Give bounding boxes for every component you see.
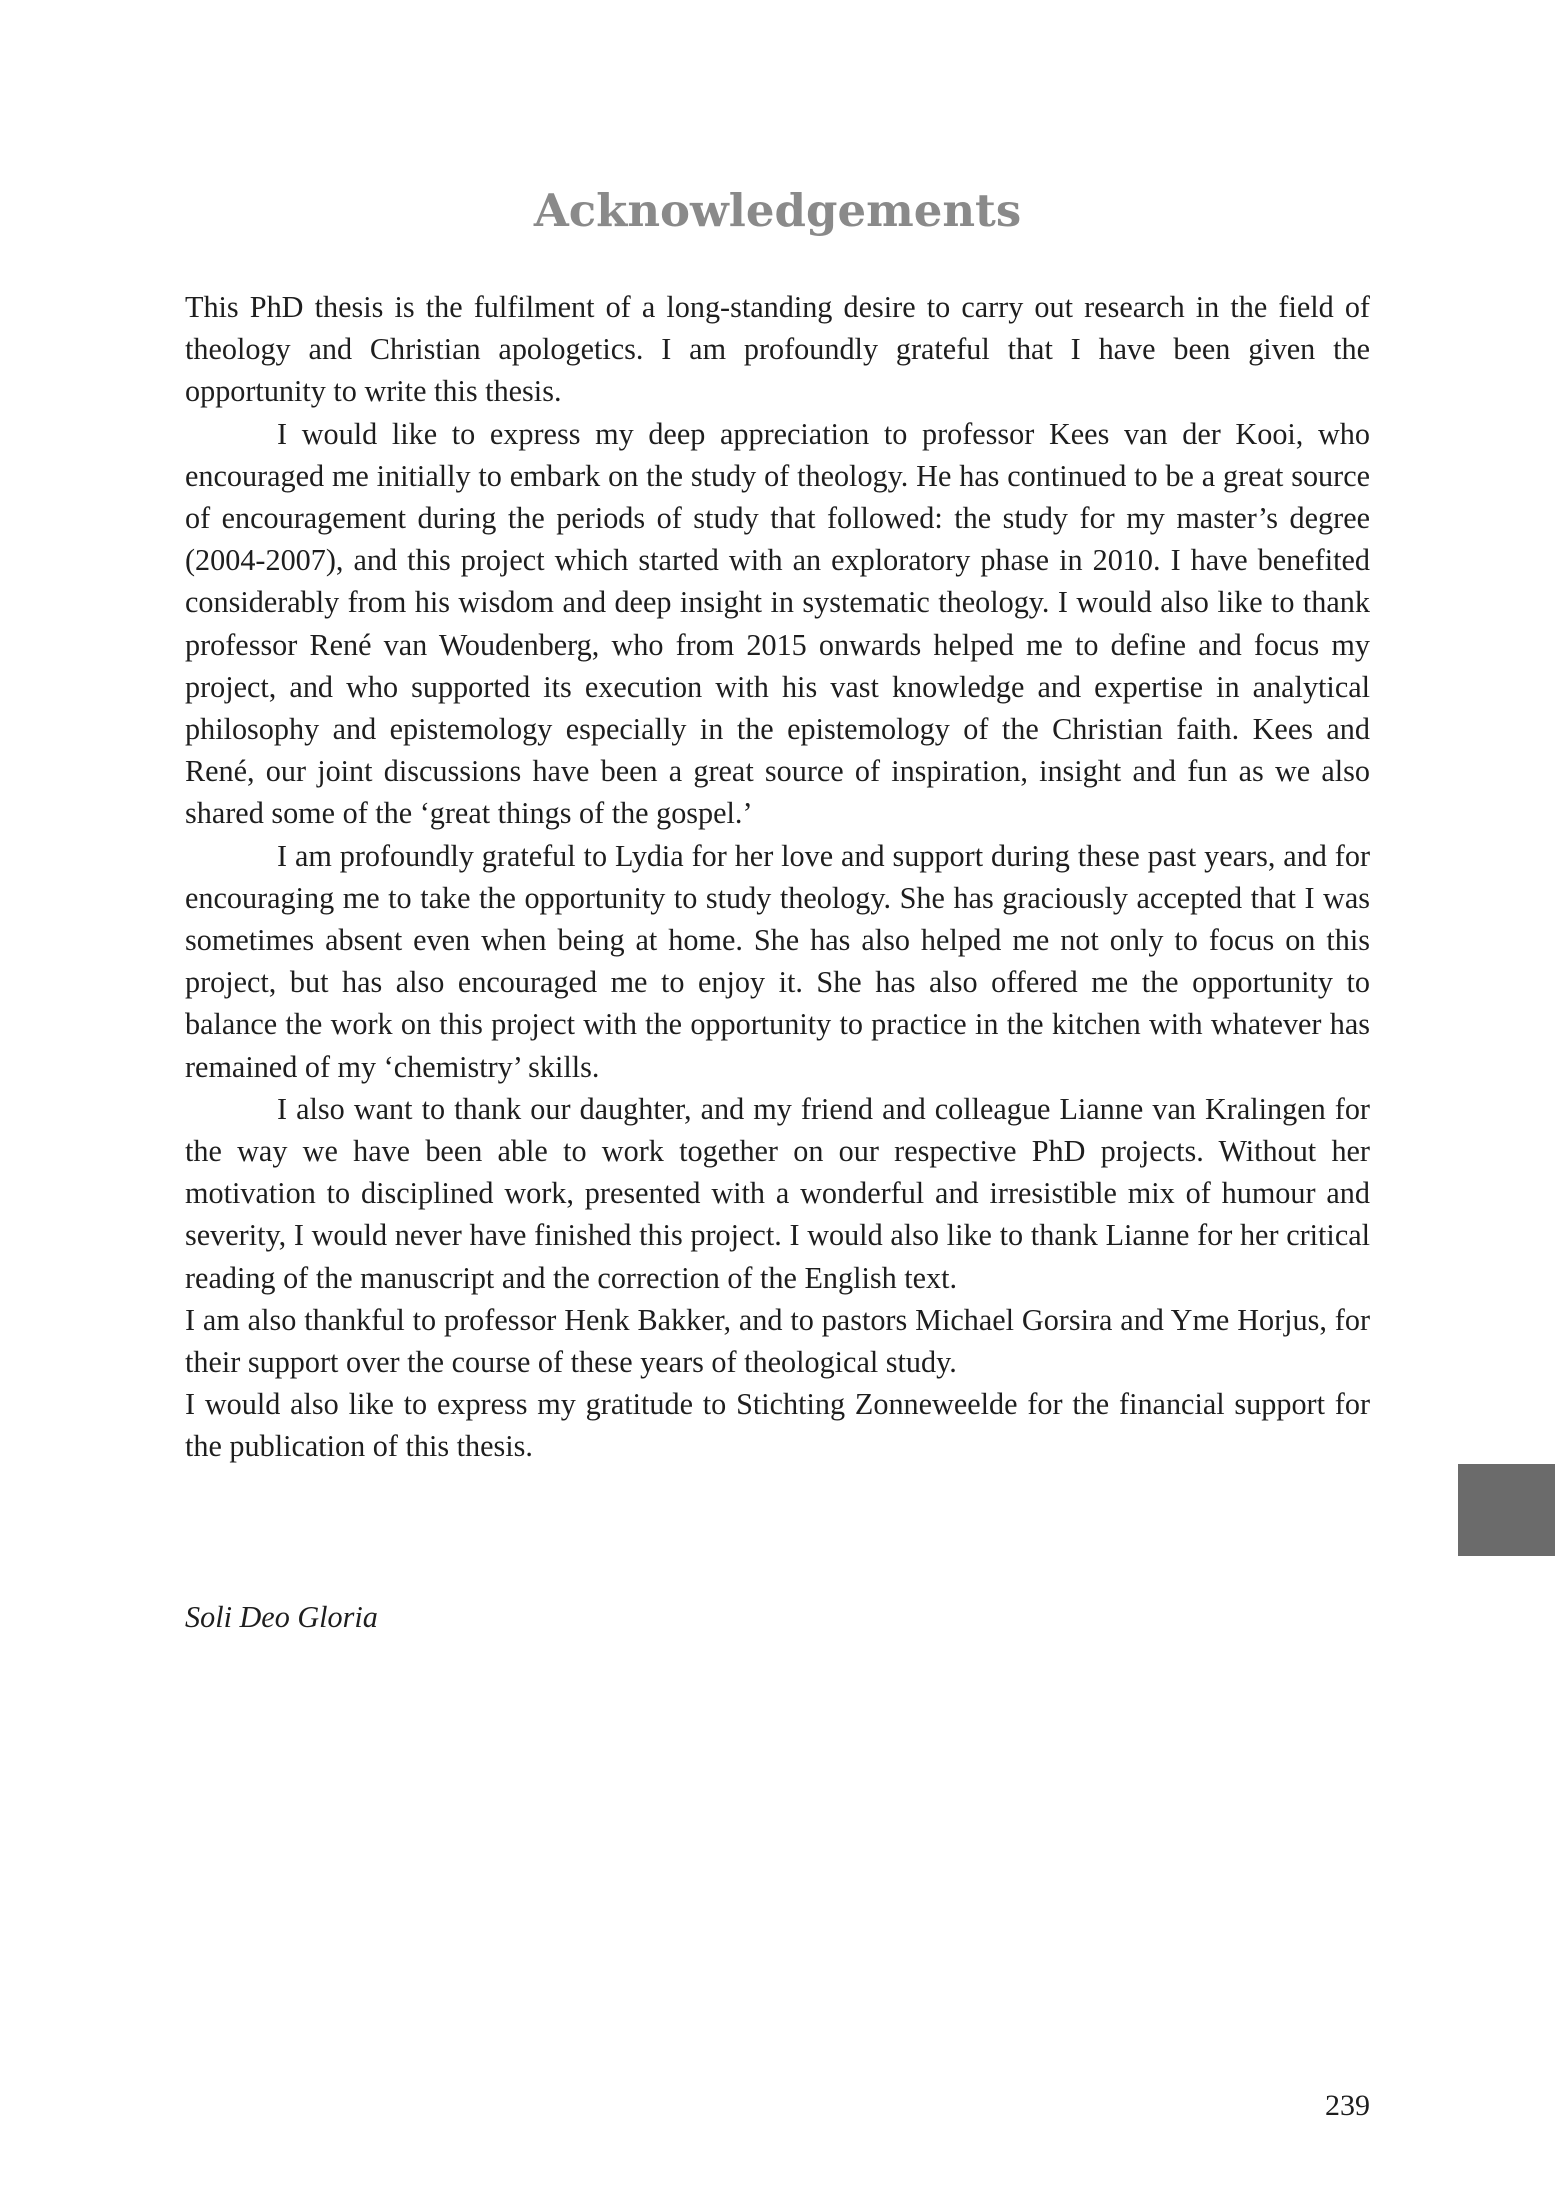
acknowledgements-body bbox=[185, 286, 1370, 1468]
paragraph-lydia: I am profoundly grateful to Lydia for her love and support during these past years, and for encouraging me to take the opportunity to study theology. She has graciously accepted that I was sometimes absent even when being at home. She has also helped me not only to focus on this project, but has also encouraged me to enjoy it. She has also offered me the opportunity to balance the work on this project with the opportunity to practice in the kitchen with whatever has remained of my ‘chemistry’ skills. bbox=[185, 838, 1370, 1084]
page-title: Acknowledgements bbox=[533, 184, 1022, 237]
paragraph-foundation: I would also like to express my gratitude to Stichting Zonneweelde for the financial support for the publication of this thesis. bbox=[185, 1387, 1370, 1464]
signoff: Soli Deo Gloria bbox=[185, 1600, 378, 1634]
paragraph-pastors: I am also thankful to professor Henk Bakker, and to pastors Michael Gorsira and Yme Horjus, for their support over the course of these years of theological study. bbox=[185, 1302, 1370, 1380]
paragraph-lianne: I also want to thank our daughter, and my friend and colleague Lianne van Kralingen for the way we have been able to work together on our respective PhD projects. Without her motivation to disciplined work, presented with a wonderful and irresistible mix of humour and severity, I would never have finished this project. I would also like to thank Lianne for her critical reading of the manuscript and the correction of the English text. bbox=[185, 1091, 1370, 1295]
paragraph-supervisors: I would like to express my deep appreciation to professor Kees van der Kooi, who encouraged me initially to embark on the study of theology. He has continued to be a great source of encouragement during the periods of study that followed: the study for my master’s degree (2004-2007), and this project which started with an exploratory phase in 2010. I have benefited considerably from his wisdom and deep insight in systematic theology. I would also like to thank professor René van Woudenberg, who from 2015 onwards helped me to define and focus my project, and who supported its execution with his vast knowledge and expertise in analytical philosophy and epistemology especially in the epistemology of the Christian faith. Kees and René, our joint discussions have been a great source of inspiration, insight and fun as we also shared some of the ‘great things of the gospel.’ bbox=[185, 416, 1370, 831]
chapter-thumb-tab bbox=[1458, 1464, 1555, 1556]
page-number: 239 bbox=[1325, 2089, 1370, 2122]
paragraph-intro: This PhD thesis is the fulfilment of a long-standing desire to carry out research in the field of theology and Christian apologetics. I am profoundly grateful that I have been given the opportunity to write this thesis. bbox=[185, 290, 1370, 409]
